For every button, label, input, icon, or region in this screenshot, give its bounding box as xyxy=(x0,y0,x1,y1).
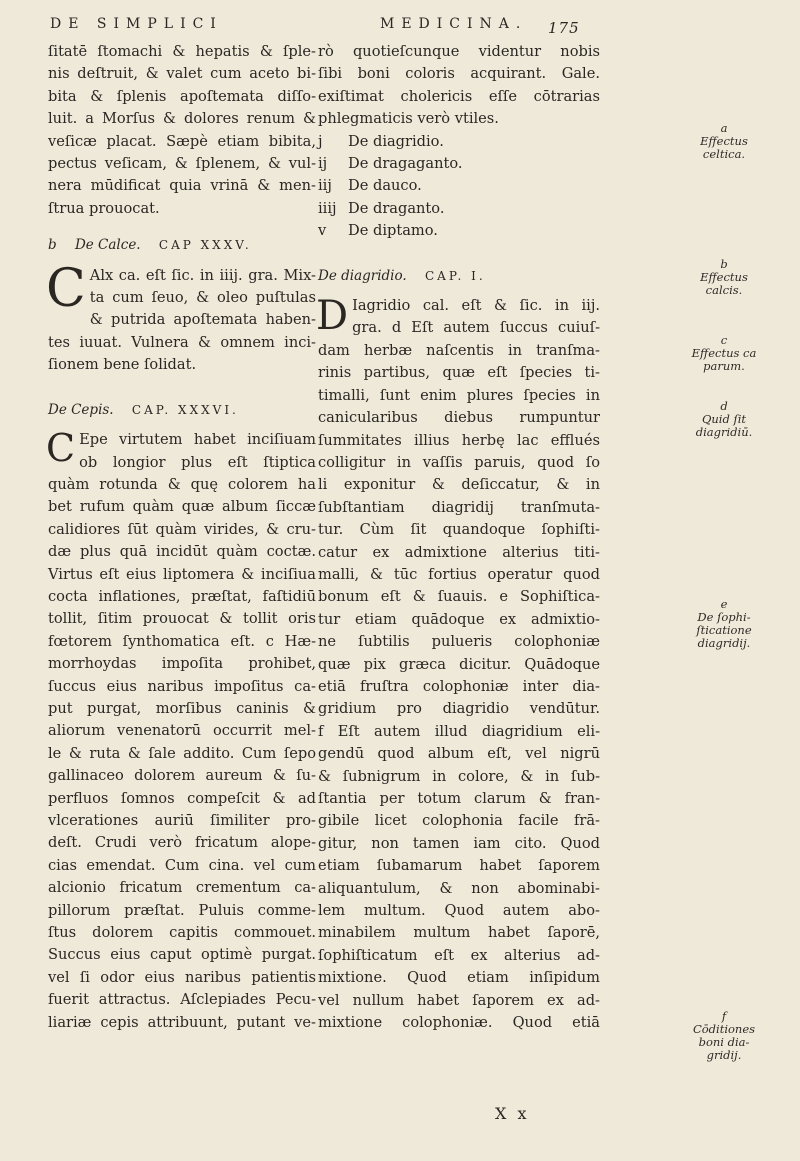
text-line: etiā fruſtra colophoniæ inter dia- xyxy=(318,677,600,695)
text-line: catur ex admixtione alterius titi- xyxy=(318,543,600,561)
text-line: ſtantia per totum clarum & fran- xyxy=(318,790,600,807)
list-item xyxy=(318,198,600,220)
marginal-line: Effectus xyxy=(700,134,748,148)
list-number: iij xyxy=(318,177,332,195)
marginal-line: Effectus xyxy=(700,270,748,284)
text-line: ſionem bene ſolidat. xyxy=(48,356,197,374)
chapter-number: CAP. XXXVI. xyxy=(131,402,239,417)
text-line: perfluos ſomnos compeſcit & ad xyxy=(48,789,316,807)
marginal-line: parum. xyxy=(703,359,745,373)
marginal-line: a xyxy=(720,121,728,135)
text-line: canicularibus diebus rumpuntur xyxy=(318,409,600,427)
text-line: gitur, non tamen iam cito. Quod xyxy=(318,834,600,852)
text-line: put purgat, morſibus caninis & xyxy=(48,699,316,717)
drop-cap: C xyxy=(46,258,86,319)
marginal-line: calcis. xyxy=(705,283,743,297)
text-line: pectus veſicam, & ſplenem, & vul- xyxy=(48,155,316,173)
text-line: f Eſt autem illud diagridium eli- xyxy=(318,722,600,740)
marginal-note-a xyxy=(685,122,763,161)
marginal-note-d xyxy=(685,400,763,439)
text-line: Epe virtutem habet inciſiuam xyxy=(79,431,316,449)
text-line: bita & ſplenis apoſtemata diſſo- xyxy=(48,87,316,105)
text-line: ne ſubtilis pulueris colophoniæ xyxy=(318,633,600,651)
text-line: ob longior plus eſt ſtiptica xyxy=(79,453,316,471)
marginal-line: celtica. xyxy=(702,147,746,161)
marginal-note-f xyxy=(685,1010,763,1062)
text-line: Virtus eſt eius liptomera & inciſiua xyxy=(48,565,316,583)
marginal-line: Cōditiones xyxy=(692,1022,756,1036)
text-line: colligitur in vaſſis paruis, quod ſo xyxy=(318,453,600,471)
marginal-note-c xyxy=(685,334,763,373)
left-column xyxy=(48,41,316,1034)
text-line: rinis partibus, quæ eſt ſpecies ti- xyxy=(318,364,600,382)
text-line: alcionio fricatum crementum ca- xyxy=(48,879,316,897)
text-line: bonum eſt & ſuauis. e Sophiſtica- xyxy=(318,588,600,606)
marginal-line: boni dia- xyxy=(698,1035,750,1049)
text-line: cocta inflationes, præſtat, faſtidiū xyxy=(48,587,316,605)
text-line: ſtus dolorem capitis commouet. xyxy=(48,924,316,942)
text-line: vel ſi odor eius naribus patientis xyxy=(48,968,316,986)
list-number: iiij xyxy=(318,199,337,217)
marginal-line: e xyxy=(720,597,728,611)
chapter-heading-cepis xyxy=(48,399,316,421)
text-line: quæ pix græca dicitur. Quādoque xyxy=(318,655,600,673)
list-text: De diptamo. xyxy=(348,222,438,240)
marginal-line: gridij. xyxy=(706,1048,742,1062)
list-text: De diagridio. xyxy=(348,132,444,150)
list-item xyxy=(318,131,600,153)
text-line: gridium pro diagridio vendūtur. xyxy=(318,700,600,718)
text-line: vlcerationes auriū ſimiliter pro- xyxy=(48,812,316,829)
text-line: & putrida apoſtemata haben- xyxy=(89,311,316,329)
text-line: quàm rotunda & quę colorem ha xyxy=(48,475,316,493)
list-number: j xyxy=(318,132,323,150)
text-line: tur etiam quādoque ex admixtio- xyxy=(318,610,600,628)
marginal-note-e xyxy=(685,598,763,650)
chapter-heading-calce xyxy=(48,234,316,256)
text-line: calidiores ſūt quàm virides, & cru- xyxy=(48,520,316,538)
chapter-heading-diagridio xyxy=(318,265,600,287)
text-line: ſummitates illius herbę lac efflués xyxy=(318,431,600,449)
text-line: aliquantulum, & non abominabi- xyxy=(318,879,600,897)
list-number: ij xyxy=(318,155,328,173)
text-line: ſuccus eius naribus impoſitus ca- xyxy=(48,677,316,695)
chapter-title: De Cepis. xyxy=(48,401,114,418)
text-line: phlegmaticis verò vtiles. xyxy=(318,110,499,128)
text-line: nera mūdificat quia vrinā & men- xyxy=(48,177,316,195)
text-line: veſicæ placat. Sæpè etiam bibita, xyxy=(48,132,316,150)
list-text: De dragaganto. xyxy=(348,155,463,173)
list-item xyxy=(318,175,600,197)
text-line: liariæ cepis attribuunt, putant ve- xyxy=(48,1013,316,1031)
text-line: deſt. Crudi verò fricatum alope- xyxy=(48,834,316,852)
text-line: gra. d Eſt autem ſuccus cuiuſ- xyxy=(352,319,600,337)
catchword: X x xyxy=(495,1104,530,1123)
text-line: fuerit attractus. Aſclepiades Pecu- xyxy=(48,991,316,1009)
marginal-line: c xyxy=(720,333,728,347)
text-line: luit. a Morſus & dolores renum & xyxy=(48,110,316,128)
list-item xyxy=(318,153,600,175)
text-line: gallinaceo dolorem aureum & ſu- xyxy=(48,767,316,785)
marginal-line: De ſophi- xyxy=(697,610,751,624)
marginal-line: f xyxy=(721,1009,727,1023)
marginal-line: diagridiū. xyxy=(695,425,753,439)
text-line: gibile licet colophonia facile frā- xyxy=(318,812,600,830)
text-line: fœtorem ſynthomatica eſt. c Hæ- xyxy=(48,632,316,650)
chapter-title: De diagridio. xyxy=(318,267,407,284)
text-line: vel nullum habet ſaporem ex ad- xyxy=(318,991,600,1009)
text-line: lem multum. Quod autem abo- xyxy=(318,902,600,920)
text-line: Alx ca. eſt ſic. in iiij. gra. Mix- xyxy=(89,266,316,284)
marginal-line: Quid ſit xyxy=(701,412,747,426)
list-text: De draganto. xyxy=(348,199,445,217)
header-right: MEDICINA. xyxy=(380,16,528,32)
list-item xyxy=(318,220,600,242)
text-line: mixtione colophoniæ. Quod etiā xyxy=(318,1014,600,1032)
text-line: & ſubnigrum in colore, & in ſub- xyxy=(318,767,600,785)
text-line: timalli, ſunt enim plures ſpecies in xyxy=(318,386,600,404)
text-line: ſitatē ſtomachi & hepatis & ſple- xyxy=(48,43,316,60)
paragraph-cepis xyxy=(46,426,316,1034)
right-column xyxy=(318,41,600,1034)
text-line: morrhoydas impoſita prohibet, xyxy=(48,655,316,673)
marginal-line: diagridij. xyxy=(697,636,751,650)
page-number: 175 xyxy=(548,19,580,37)
chapter-number: CAP. I. xyxy=(424,268,486,283)
text-line: ta cum ſeuo, & oleo puſtulas xyxy=(89,289,316,307)
text-line: li exponitur & deſiccatur, & in xyxy=(318,476,600,494)
list-number: v xyxy=(318,222,327,240)
text-line: bet rufum quàm quæ album ſiccæ xyxy=(48,498,316,516)
paragraph-diagridio xyxy=(318,295,600,1034)
text-line: dam herbæ naſcentis in tranſma- xyxy=(318,341,600,359)
marginal-line: d xyxy=(720,399,728,413)
text-line: cias emendat. Cum cina. vel cum xyxy=(48,856,316,874)
text-line: gendū quod album eſt, vel nigrū xyxy=(318,745,600,763)
text-line: tur. Cùm ſit quandoque ſophiſti- xyxy=(318,521,600,539)
marginal-note-b xyxy=(685,258,763,297)
text-line: etiam ſubamarum habet ſaporem xyxy=(318,857,600,875)
chapter-list xyxy=(318,131,600,243)
text-line: minabilem multum habet ſaporē, xyxy=(318,924,600,942)
text-line: rò quotieſcunque videntur nobis xyxy=(318,43,600,60)
text-line: mixtione. Quod etiam inſipidum xyxy=(318,969,600,987)
drop-cap: C xyxy=(46,426,76,471)
text-line: ſubſtantiam diagridij tranſmuta- xyxy=(318,498,600,516)
marginal-line: b xyxy=(720,257,728,271)
margin-marker: b xyxy=(48,237,57,254)
drop-cap: D xyxy=(316,293,349,340)
text-line: tes iuuat. Vulnera & omnem inci- xyxy=(48,333,316,351)
text-line: ſtrua prouocat. xyxy=(48,199,160,217)
text-line: tollit, ſitim prouocat & tollit oris xyxy=(48,610,316,628)
text-line: Iagridio cal. eſt & ſic. in iij. xyxy=(352,297,600,315)
running-header xyxy=(50,16,590,37)
text-line: Succus eius caput optimè purgat. xyxy=(48,946,316,964)
marginal-line: Effectus ca xyxy=(691,346,757,360)
text-line: le & ruta & ſale addito. Cum ſepo xyxy=(48,744,316,762)
marginal-line: ſticatione xyxy=(696,623,752,637)
chapter-number: CAP XXXV. xyxy=(158,238,252,253)
paragraph-calce xyxy=(46,258,316,377)
text-line: exiſtimat cholericis eſſe cōtrarias xyxy=(318,87,600,105)
text-line: ſophiſticatum eſt ex alterius ad- xyxy=(318,946,600,964)
text-line: dæ plus quā incidūt quàm coctæ. xyxy=(48,543,316,561)
text-line: pillorum præſtat. Puluis comme- xyxy=(48,901,316,919)
chapter-title: De Calce. xyxy=(74,237,141,254)
list-text: De dauco. xyxy=(348,177,422,195)
text-line: malli, & tūc fortius operatur quod xyxy=(318,565,600,583)
header-left: DE SIMPLICI xyxy=(50,16,223,32)
text-line: ſibi boni coloris acquirant. Gale. xyxy=(318,65,600,83)
text-line: nis deſtruit, & valet cum aceto bi- xyxy=(48,65,316,83)
text-line: aliorum venenatorū occurrit mel- xyxy=(48,722,316,740)
